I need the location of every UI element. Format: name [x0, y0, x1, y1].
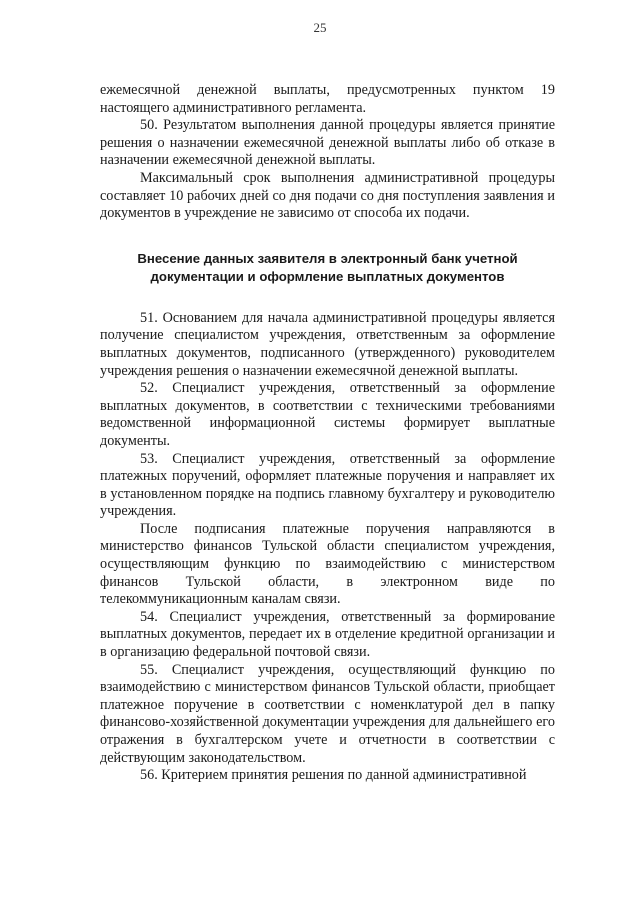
paragraph-51: 51. Основанием для начала административной процедуры является получение специалистом учреждения, ответственным за оформление выплатных документов, подписанного (утвержденного) руководителем учреждения решения о назначении ежемесячной денежной выплаты. — [100, 309, 555, 379]
paragraph-after-signing: После подписания платежные поручения направляются в министерство финансов Тульской области специалистом учреждения, осуществляющим функцию по взаимодействию с министерством финансов Тульской области, в электронном виде по телекоммуникационным каналам связи. — [100, 520, 555, 608]
paragraph-53: 53. Специалист учреждения, ответственный за оформление платежных поручений, оформляет платежные поручения и направляет их в установленном порядке на подпись главному бухгалтеру и руководителю учреждения. — [100, 450, 555, 520]
section-heading-line-1: Внесение данных заявителя в электронный банк учетной — [137, 250, 518, 266]
paragraph-continuation: ежемесячной денежной выплаты, предусмотренных пунктом 19 настоящего административного регламента. — [100, 82, 555, 116]
section-heading-line-2: документации и оформление выплатных документов — [150, 268, 505, 284]
paragraph-54: 54. Специалист учреждения, ответственный за формирование выплатных документов, передает их в отделение кредитной организации и в организацию федеральной почтовой связи. — [100, 608, 555, 661]
paragraph-55: 55. Специалист учреждения, осуществляющий функцию по взаимодействию с министерством финансов Тульской области, приобщает платежное поручение в соответствии с номенклатурой дел в папку финансово-хозяйственной документации учреждения для дальнейшего его отражения в бухгалтерском учете и отчетности в соответствии с действующим законодательством. — [100, 661, 555, 766]
document-body — [100, 82, 555, 785]
section-heading — [100, 250, 555, 286]
paragraph-52: 52. Специалист учреждения, ответственный за оформление выплатных документов, в соответствии с техническими требованиями ведомственной информационной системы формирует выплатные документы. — [100, 380, 555, 449]
paragraph-50: 50. Результатом выполнения данной процедуры является принятие решения о назначении ежемесячной денежной выплаты либо об отказе в назначении ежемесячной денежной выплаты. — [100, 117, 555, 169]
paragraph-56: 56. Критерием принятия решения по данной административной — [140, 767, 527, 784]
paragraph-max-term: Максимальный срок выполнения административной процедуры составляет 10 рабочих дней со дня подачи со дня поступления заявления и документов в учреждение не зависимо от способа их подачи. — [100, 169, 555, 222]
page-number: 25 — [313, 20, 327, 35]
